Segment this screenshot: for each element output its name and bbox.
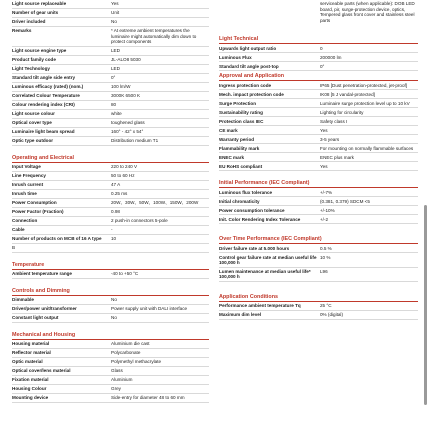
spec-row: [12, 340, 209, 349]
spec-label: Light source engine type: [12, 48, 67, 54]
spec-value: Safety class I: [320, 118, 348, 124]
spec-label: Power Consumption: [12, 200, 57, 206]
spec-label: Mech. impact protection code: [219, 91, 284, 97]
spec-value: 47 A: [111, 182, 121, 188]
spec-label: Power consumption tolerance: [219, 207, 285, 213]
application-conditions-table: [219, 302, 418, 320]
spec-row: [12, 217, 209, 226]
spec-label: Driver included: [12, 19, 46, 25]
spec-value: No: [111, 297, 117, 303]
spec-row: [219, 126, 418, 135]
spec-value: Luminaire surge protection level up to 10 kV: [320, 100, 410, 106]
spec-row: [219, 215, 418, 224]
spec-value: 3000K 6500 K: [111, 93, 141, 99]
spec-value: +/-7%: [320, 189, 333, 195]
spec-row: [12, 385, 209, 394]
spec-row: [12, 305, 209, 314]
spec-label: Driver failure rate at 5.000 hours: [219, 245, 290, 251]
spec-row: [219, 62, 418, 71]
spec-value: Grey: [111, 386, 121, 392]
spec-label: Protection class IEC: [219, 118, 264, 124]
section-title-mechanical: Mechanical and Housing: [12, 332, 209, 340]
spec-value: 0: [320, 45, 323, 51]
section-title-initial-performance: Initial Performance (IEC Compliant): [219, 180, 418, 188]
spec-row: [219, 197, 418, 206]
spec-row: [12, 92, 209, 101]
spec-label: Colour rendering index (CRI): [12, 102, 75, 108]
spec-label: Light Technology: [12, 66, 50, 72]
spec-row: [219, 311, 418, 320]
section-title-controls: Controls and Dimming: [12, 288, 209, 296]
spec-row: [12, 367, 209, 376]
spec-row: [12, 296, 209, 305]
spec-row: [219, 244, 418, 253]
spec-label: Inrush current: [12, 182, 44, 188]
spec-value: L96: [320, 268, 328, 274]
spec-value: Aluminium die cast: [111, 341, 150, 347]
section-title-temperature: Temperature: [12, 262, 209, 270]
spec-value: LED: [111, 66, 120, 72]
spec-label: EU RoHS compliant: [219, 163, 263, 169]
spec-row: [12, 199, 209, 208]
spec-value: 100 lm/W: [111, 84, 131, 90]
section-title-approval: Approval and Application: [219, 73, 418, 81]
spec-row: [219, 302, 418, 311]
spec-label: Lumen maintenance at median useful life* 100,000 h: [219, 268, 311, 280]
spec-row: [12, 376, 209, 385]
spec-row: [219, 117, 418, 126]
spec-row: [12, 358, 209, 367]
spec-label: Number of products on MCB of 16 A type: [12, 236, 102, 242]
spec-label: Surge Protection: [219, 100, 257, 106]
spec-label: Light source colour: [12, 111, 55, 117]
spec-row: [12, 208, 209, 217]
spec-row: [12, 226, 209, 235]
section-title-application-conditions: Application Conditions: [219, 294, 418, 302]
spec-label: Fixation material: [12, 377, 49, 383]
spec-value: * At extreme ambient temperatures the luminaire might automatically dim down to protect components: [111, 28, 197, 45]
spec-label: Upwards light output ratio: [219, 45, 277, 51]
spec-row: [12, 0, 209, 9]
spec-row: [12, 172, 209, 181]
spec-value: JL-ALO8 5030: [111, 57, 141, 63]
spec-label: Optical cover/lens material: [12, 368, 71, 374]
spec-row: [219, 153, 418, 162]
spec-value: Power supply unit with DALI interface: [111, 306, 188, 312]
operating-table: [12, 163, 209, 244]
spec-value: Aluminium: [111, 377, 133, 383]
spec-label: Housing Colour: [12, 386, 47, 392]
spec-row: [12, 74, 209, 83]
spec-label: Control gear failure rate at median useful life 100,000 h: [219, 254, 317, 265]
spec-label: Optic type outdoor: [12, 138, 54, 144]
spec-row: [12, 314, 209, 323]
spec-label: Optical cover type: [12, 120, 52, 126]
spec-value: 0.5 %: [320, 245, 332, 251]
spec-label: Reflector material: [12, 350, 51, 356]
left-column: [12, 0, 209, 403]
mcb-type-value: B: [12, 244, 209, 253]
spec-value: (0.381, 0.379) SDCM <5: [320, 198, 370, 204]
spec-label: Performance ambient temperature Tq: [219, 303, 301, 309]
spec-value: No: [111, 315, 117, 321]
spec-label: Number of gear units: [12, 10, 59, 16]
spec-label: Ingress protection code: [219, 82, 272, 88]
spec-row: [219, 188, 418, 197]
spec-row: [219, 135, 418, 144]
spec-value: 50 to 60 Hz: [111, 173, 135, 179]
spec-label: Ambient temperature range: [12, 271, 72, 277]
spec-row: [12, 65, 209, 74]
spec-value: 0.25 ms: [111, 191, 128, 197]
spec-value: toughened glass: [111, 120, 145, 126]
spec-label: ENEC mark: [219, 154, 245, 160]
section-title-light-technical: Light Technical: [219, 36, 418, 44]
right-column: [219, 0, 418, 320]
spec-value: Glass: [111, 368, 123, 374]
spec-row: [219, 162, 418, 171]
spec-value: IP65 [Dust penetration-protected, jet-proof]: [320, 82, 408, 88]
spec-label: CE mark: [219, 127, 238, 133]
spec-label: Luminaire light beam spread: [12, 129, 75, 135]
spec-value: -: [111, 227, 113, 233]
spec-label: Init. Color Rendering Index Tolerance: [219, 216, 301, 222]
spec-row: [12, 101, 209, 110]
scrollbar[interactable]: [424, 205, 427, 405]
approval-table: [219, 81, 418, 171]
spec-label: Correlated Colour Temperature: [12, 93, 80, 99]
spec-value: 10: [111, 236, 117, 242]
spec-label: Light source replaceable: [12, 1, 67, 7]
spec-value: 80: [111, 102, 117, 108]
spec-row: [12, 110, 209, 119]
spec-value: IK08 [5 J vandal-protected]: [320, 91, 375, 97]
spec-label: Product family code: [12, 57, 56, 63]
spec-row: [219, 253, 418, 267]
spec-row: [12, 27, 209, 47]
spec-row: [219, 90, 418, 99]
spec-value: 0% (digital): [320, 312, 343, 318]
overtime-performance-table: [219, 244, 418, 282]
spec-value: 220 to 240 V: [111, 164, 138, 170]
spec-row: [12, 83, 209, 92]
spec-value: 200000 lm: [320, 54, 342, 60]
spec-row: [219, 81, 418, 90]
spec-label: Maximum dim level: [219, 312, 262, 318]
temperature-table: [12, 270, 209, 279]
spec-value: Unit: [111, 10, 120, 16]
section-title-operating: Operating and Electrical: [12, 155, 209, 163]
spec-row: [12, 18, 209, 27]
spec-label: Luminous Flux: [219, 54, 252, 60]
spec-label: Initial chromaticity: [219, 198, 260, 204]
spec-row: [12, 394, 209, 403]
spec-label: Sustainability rating: [219, 109, 263, 115]
spec-value: Yes: [111, 1, 119, 7]
serviceable-parts-row: [219, 0, 418, 24]
spec-value: 0.98: [111, 209, 120, 215]
spec-label: Mounting device: [12, 395, 49, 401]
spec-label: Power Factor (Fraction): [12, 209, 64, 215]
spec-label: Line Frequency: [12, 173, 46, 179]
spec-label: Inrush time: [12, 191, 37, 197]
spec-row: [12, 128, 209, 137]
spec-row: [12, 349, 209, 358]
spec-label: Warranty period: [219, 136, 255, 142]
spec-row: [12, 119, 209, 128]
mechanical-table: [12, 340, 209, 403]
spec-value: -40 to +50 °C: [111, 271, 139, 277]
spec-value: 10 %: [320, 254, 331, 260]
section-title-overtime-performance: Over Time Performance (IEC Compliant): [219, 236, 418, 244]
spec-value: Side-entry for diameter 48 to 60 mm: [111, 395, 185, 401]
spec-label: Input Voltage: [12, 164, 41, 170]
spec-value: +/-2: [320, 216, 329, 222]
spec-value: 3-5 years: [320, 136, 340, 142]
spec-row: [219, 99, 418, 108]
spec-row: [12, 190, 209, 199]
spec-value: 25 °C: [320, 303, 332, 309]
spec-value: white: [111, 111, 122, 117]
spec-value: 160° - 42° x 54°: [111, 129, 144, 135]
spec-label: Constant light output: [12, 315, 59, 321]
spec-value: Distribution medium T1: [111, 138, 159, 144]
spec-value: ENEC plus mark: [320, 154, 354, 160]
spec-row: [219, 108, 418, 117]
spec-label: Cable: [12, 227, 25, 233]
spec-row: [12, 181, 209, 190]
spec-row: [12, 47, 209, 56]
spec-row: [12, 163, 209, 172]
spec-label: Dimmable: [12, 297, 34, 303]
spec-row: [12, 270, 209, 279]
spec-label: Connection: [12, 218, 38, 224]
spec-value: 0°: [111, 75, 116, 81]
spec-value: No: [111, 19, 117, 25]
spec-row: [219, 206, 418, 215]
spec-value: Polycarbonate: [111, 350, 141, 356]
spec-label: Luminous flux tolerance: [219, 189, 273, 195]
spec-value: 20W、30W、50W、100W、150W、200W: [111, 200, 199, 206]
spec-value: Yes: [320, 127, 328, 133]
spec-value: Polymethyl methacrylate: [111, 359, 162, 365]
spec-value: LED: [111, 48, 120, 54]
spec-row: [219, 144, 418, 153]
spec-row: [219, 53, 418, 62]
spec-row: [12, 235, 209, 244]
spec-value: Lighting for circularity: [320, 109, 364, 115]
spec-label: Optic material: [12, 359, 43, 365]
spec-label: Luminous efficacy (rated) (nom.): [12, 84, 84, 90]
spec-value: Yes: [320, 163, 328, 169]
spec-label: Standard tilt angle post-top: [219, 63, 279, 69]
initial-performance-table: [219, 188, 418, 224]
controls-table: [12, 296, 209, 323]
general-specs-table: [12, 0, 209, 146]
spec-value: 2 push-in connectors 5-pole: [111, 218, 168, 224]
spec-row: [12, 137, 209, 146]
light-technical-table: [219, 44, 418, 71]
spec-label: Remarks: [12, 28, 32, 34]
spec-row: [12, 56, 209, 65]
spec-label: Driver/power unit/transformer: [12, 306, 77, 312]
spec-value: +/-10%: [320, 207, 335, 213]
spec-value: For mounting on normally flammable surfaces: [320, 145, 414, 151]
spec-row: [219, 268, 418, 282]
spec-label: Flammability mark: [219, 145, 260, 151]
serviceable-parts-text: serviceable parts (when applicable): DOB LED board, pir, surge-protection device, optics, Tempered glass front cover and stainless steel parts: [320, 1, 415, 23]
spec-label: Standard tilt angle side entry: [12, 75, 76, 81]
spec-value: 0°: [320, 63, 325, 69]
spec-label: Housing material: [12, 341, 50, 347]
spec-row: [12, 9, 209, 18]
spec-row: [219, 44, 418, 53]
